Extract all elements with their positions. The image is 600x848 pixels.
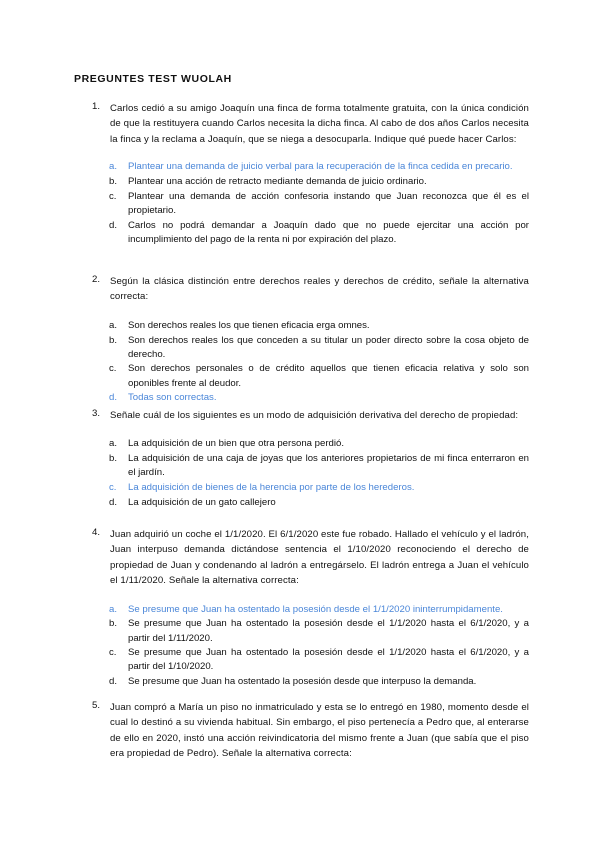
question-2 <box>92 274 529 406</box>
option-a <box>109 437 529 451</box>
option-c <box>109 190 529 218</box>
option-d <box>109 391 529 405</box>
question-text: Según la clásica distinción entre derechos reales y derechos de crédito, señale la alternativa correcta: <box>110 276 529 303</box>
question-number: 2. <box>92 274 101 285</box>
question-4 <box>92 527 529 690</box>
option-c <box>109 481 529 495</box>
document-title: PREGUNTES TEST WUOLAH <box>74 73 232 85</box>
option-label: a. <box>109 319 118 331</box>
question-number: 1. <box>92 101 101 112</box>
question-text: Juan adquirió un coche el 1/1/2020. El 6/1/2020 este fue robado. Hallado el vehículo y el ladrón, Juan interpuso demanda dictándose sentencia el 1/10/2020 reconociendo el derecho de propiedad de Juan y condenando al ladrón a entregárselo. El ladrón entrega a Juan el vehículo el 1/11/2020. Señale la alternativa correcta: <box>110 529 529 587</box>
option-a <box>109 603 529 617</box>
option-text: Son derechos personales o de crédito aquellos que tienen eficacia relativa y solo son oponibles frente al deudor. <box>128 363 529 389</box>
option-b <box>109 175 529 189</box>
option-text: La adquisición de un gato callejero <box>128 496 276 508</box>
question-text: Carlos cedió a su amigo Joaquín una finca de forma totalmente gratuita, con la única condición de que la restituyera cuando Carlos necesita la dicha finca. Al cabo de dos años Carlos necesita la finca y la reclama a Joaquín, que se niega a desocuparla. Indique qué puede hacer Carlos: <box>110 103 529 145</box>
option-a <box>109 160 529 174</box>
option-label: a. <box>109 603 118 615</box>
option-label: c. <box>109 482 117 494</box>
option-label: b. <box>109 453 118 465</box>
option-a <box>109 319 529 333</box>
option-c <box>109 362 529 390</box>
option-label: a. <box>109 438 118 450</box>
question-5 <box>92 700 529 762</box>
option-label: b. <box>109 175 118 187</box>
question-text: Juan compró a María un piso no inmatriculado y esta se lo entregó en 1980, momento desde el cual lo destinó a su vivienda habitual. Sin embargo, el piso pertenecía a Pedro que, al enterarse de ello en 2020, instó una acción reivindicatoria del mismo frente a Juan (que sabía que el piso era propiedad de Pedro). Señale la alternativa correcta: <box>110 702 529 760</box>
option-d <box>109 675 529 689</box>
option-b <box>109 452 529 480</box>
option-text: Son derechos reales los que tienen eficacia erga omnes. <box>128 319 370 331</box>
options-list <box>92 437 529 510</box>
option-text: Todas son correctas. <box>128 392 217 404</box>
option-label: d. <box>109 219 118 231</box>
option-text: Se presume que Juan ha ostentado la posesión desde el 1/1/2020 hasta el 6/1/2020, y a partir del 1/10/2020. <box>128 647 529 673</box>
options-list <box>92 319 529 406</box>
option-text: La adquisición de un bien que otra persona perdió. <box>128 438 345 450</box>
question-3 <box>92 408 529 510</box>
question-number: 3. <box>92 408 101 419</box>
option-c <box>109 646 529 674</box>
question-number: 5. <box>92 700 101 711</box>
option-d <box>109 219 529 247</box>
option-text: Son derechos reales los que conceden a su titular un poder directo sobre la cosa objeto de derecho. <box>128 334 529 360</box>
option-text: Plantear una demanda de acción confesoria instando que Juan reconozca que él es el propietario. <box>128 190 529 216</box>
option-text: Se presume que Juan ha ostentado la posesión desde el 1/1/2020 ininterrumpidamente. <box>128 603 503 615</box>
option-text: La adquisición de una caja de joyas que los anteriores propietarios de mi finca enterraron en el jardín. <box>128 453 529 479</box>
question-1 <box>92 101 529 247</box>
option-label: c. <box>109 190 117 202</box>
question-text: Señale cuál de los siguientes es un modo de adquisición derivativa del derecho de propiedad: <box>110 410 519 421</box>
option-text: Se presume que Juan ha ostentado la posesión desde el 1/1/2020 hasta el 6/1/2020, y a partir del 1/11/2020. <box>128 618 529 644</box>
option-label: a. <box>109 161 118 173</box>
option-text: Carlos no podrá demandar a Joaquín dado que no puede ejercitar una acción por incumplimiento del pago de la renta ni por expiración del plazo. <box>128 219 529 245</box>
option-label: c. <box>109 647 117 659</box>
option-b <box>109 334 529 362</box>
option-label: c. <box>109 363 117 375</box>
option-text: Plantear una acción de retracto mediante demanda de juicio ordinario. <box>128 175 427 187</box>
options-list <box>92 603 529 690</box>
options-list <box>92 160 529 247</box>
question-number: 4. <box>92 527 101 538</box>
option-d <box>109 496 529 510</box>
option-label: b. <box>109 334 118 346</box>
option-label: b. <box>109 618 118 630</box>
option-text: Se presume que Juan ha ostentado la posesión desde que interpuso la demanda. <box>128 676 477 688</box>
option-b <box>109 617 529 645</box>
option-text: La adquisición de bienes de la herencia por parte de los herederos. <box>128 482 415 494</box>
option-text: Plantear una demanda de juicio verbal para la recuperación de la finca cedida en precario. <box>128 161 513 173</box>
option-label: d. <box>109 496 118 508</box>
option-label: d. <box>109 392 118 404</box>
option-label: d. <box>109 676 118 688</box>
